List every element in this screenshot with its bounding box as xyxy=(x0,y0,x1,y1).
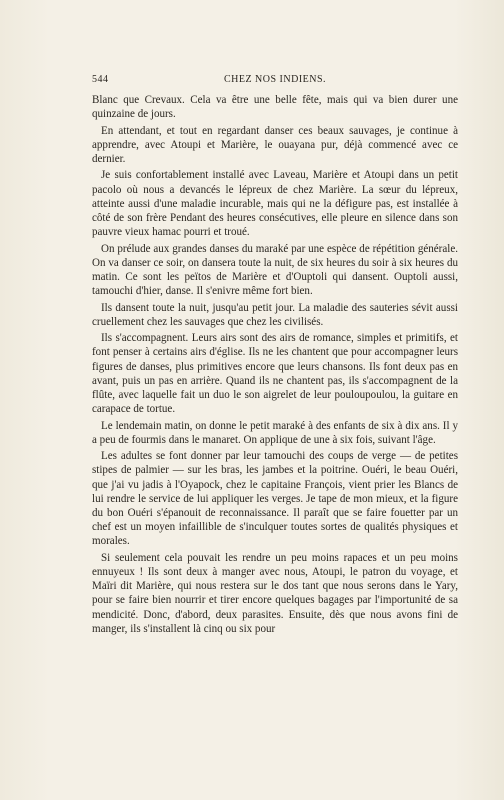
paragraph-3: Je suis confortablement installé avec Laveau, Marière et Atoupi dans un petit pacolo où nous a devancés le lépreux de chez Marière. La sœur du lépreux, atteinte aussi d'une maladie incurable, mais qui ne la défigure pas, est installée à côté de son frère Pendant des heures consécutives, elle pleure en silence dans son pauvre vieux hamac pourri et troué. xyxy=(92,169,458,239)
page-number: 544 xyxy=(92,74,109,85)
paragraph-4: On prélude aux grandes danses du maraké par une espèce de répétition générale. On va danser ce soir, on dansera toute la nuit, de six heures du soir à six heures du matin. Ce sont les peïtos de Marière et d'Ouptoli qui dansent. Ouptoli aussi, tamouchi d'hier, danse. Il s'enivre même fort bien. xyxy=(92,242,458,298)
paragraph-7: Le lendemain matin, on donne le petit maraké à des enfants de six à dix ans. Il y a peu de fourmis dans le manaret. On applique de une à six fois, suivant l'âge. xyxy=(92,419,458,446)
page-header xyxy=(92,74,458,88)
running-head: CHEZ NOS INDIENS. xyxy=(223,74,327,85)
body-text xyxy=(92,93,458,638)
paragraph-9: Si seulement cela pouvait les rendre un peu moins rapaces et un peu moins ennuyeux ! Ils sont deux à manger avec nous, Atoupi, le patron du voyage, et Maïri dit Marière, qui nous restera sur le dos tant que nous serons dans le Yary, pour se faire bien nourrir et tirer encore quelques bagages par l'importunité de sa mendicité. Donc, d'abord, deux parasites. Ensuite, dès que nous avons fini de manger, ils s'installent là cinq ou six pour xyxy=(92,551,458,635)
paragraph-8: Les adultes se font donner par leur tamouchi des coups de verge — de petites stipes de palmier — sur les bras, les jambes et la poitrine. Ouéri, le beau Ouéri, que j'ai vu jadis à l'Oyapock, chez le capitaine François, vient prier les Blancs de lui rendre le service de lui appliquer les verges. Je tape de mon mieux, et la figure du bon Ouéri s'épanouit de reconnaissance. Il paraît que se faire fouetter par un chef est un moyen infaillible de s'inculquer toutes sortes de qualités physiques et morales. xyxy=(92,450,458,548)
paragraph-6: Ils s'accompagnent. Leurs airs sont des airs de romance, simples et primitifs, et font penser à certains airs d'église. Ils ne les chantent que pour accompagner leurs figures de danses, plus primitives encore que leurs chansons. Ils font deux pas en avant, puis un pas en arrière. Quand ils ne chantent pas, ils s'accompagnent de la flûte, avec laquelle fait un duo le son aigrelet de leur pouloupoulou, la guitare en carapace de tortue. xyxy=(92,332,458,416)
paragraph-1: Blanc que Crevaux. Cela va être une belle fête, mais qui va bien durer une quinzaine de jours. xyxy=(92,94,458,121)
paragraph-2: En attendant, et tout en regardant danser ces beaux sauvages, je continue à apprendre, avec Atoupi et Marière, le ouayana pur, déjà commencé avec ce dernier. xyxy=(92,124,458,165)
paragraph-5: Ils dansent toute la nuit, jusqu'au petit jour. La maladie des sauteries sévit aussi cruellement chez les sauvages que chez les civilisés. xyxy=(92,301,458,328)
